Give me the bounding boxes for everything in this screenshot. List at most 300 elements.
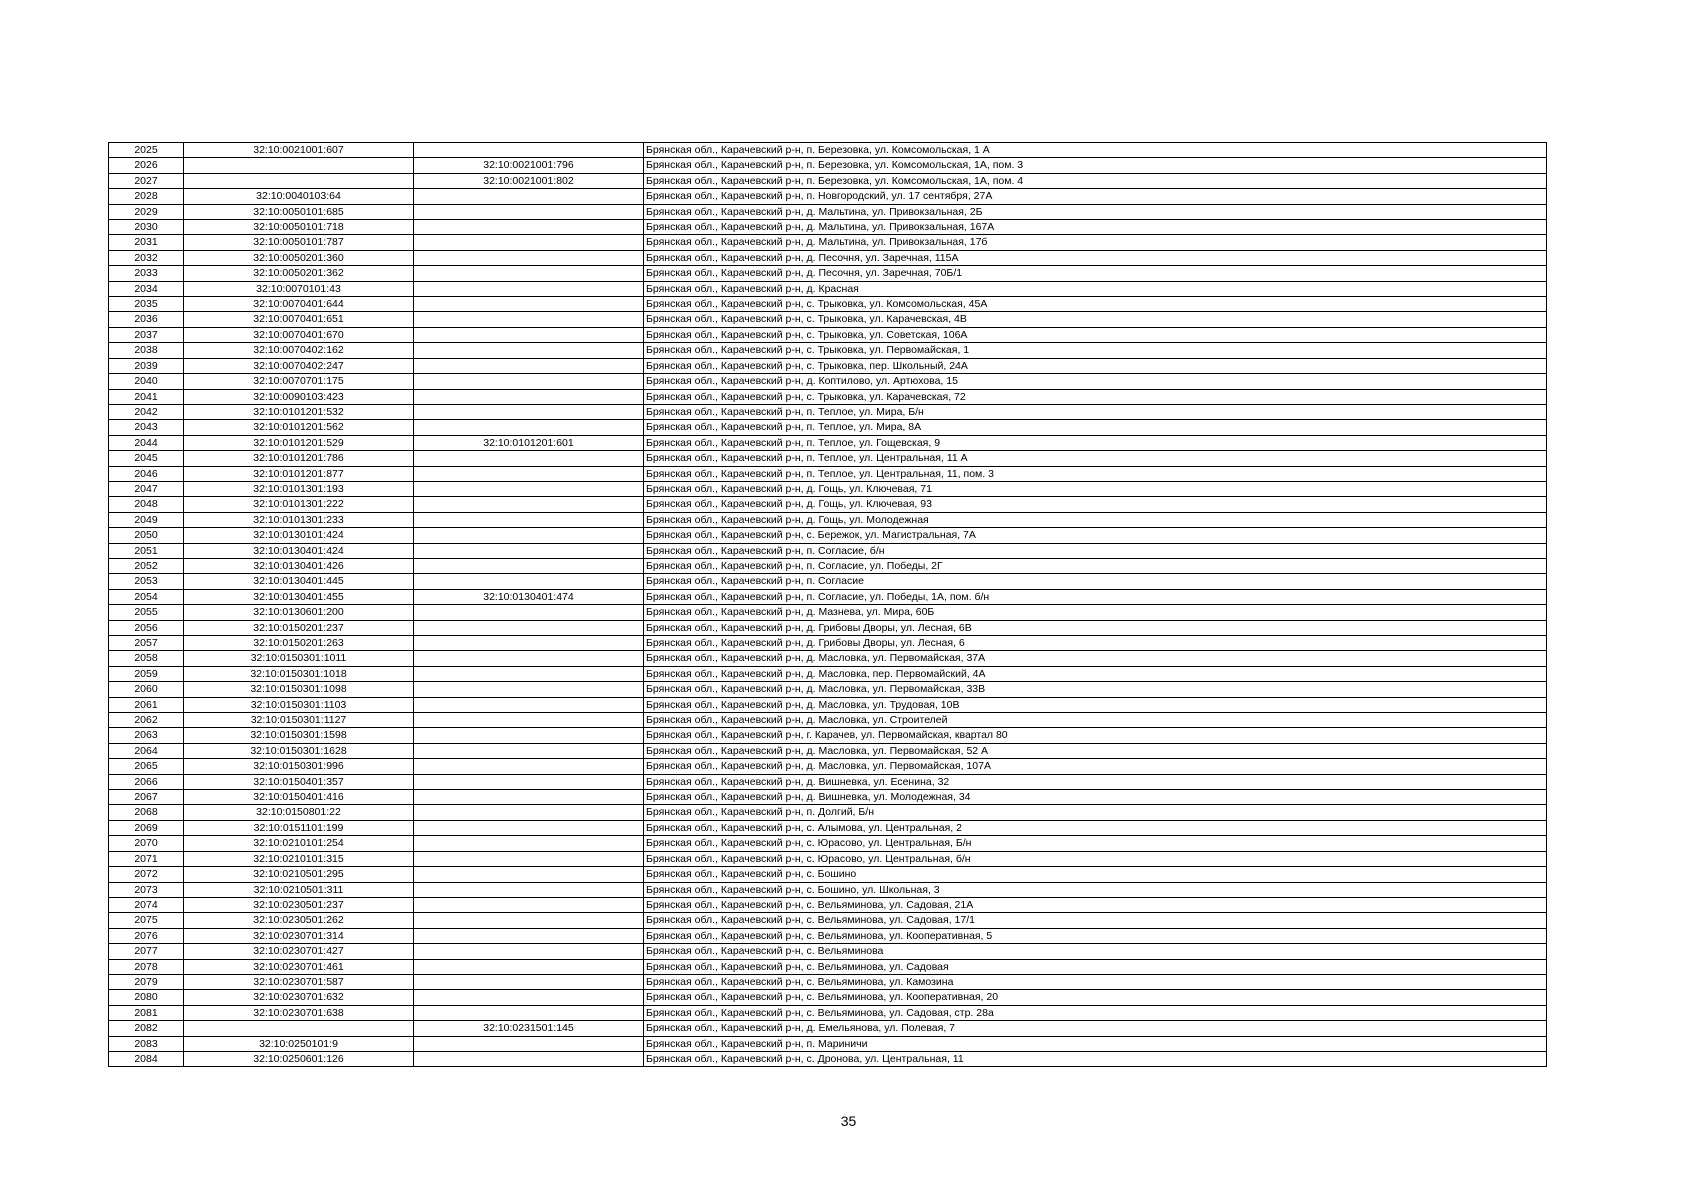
object-cadastral-number-cell [414,389,644,404]
object-cadastral-number-cell [414,805,644,820]
address-cell: Брянская обл., Карачевский р-н, с. Трыковка, ул. Комсомольская, 45А [644,297,1547,312]
plot-cadastral-number-cell: 32:10:0150301:1103 [184,697,414,712]
row-number-cell: 2080 [109,990,184,1005]
object-cadastral-number-cell: 32:10:0021001:802 [414,173,644,188]
address-cell: Брянская обл., Карачевский р-н, п. Мариничи [644,1036,1547,1051]
table-row [109,281,1547,296]
plot-cadastral-number-cell: 32:10:0150401:416 [184,790,414,805]
object-cadastral-number-cell [414,697,644,712]
row-number-cell: 2037 [109,327,184,342]
plot-cadastral-number-cell: 32:10:0070402:247 [184,358,414,373]
plot-cadastral-number-cell: 32:10:0070401:644 [184,297,414,312]
row-number-cell: 2044 [109,435,184,450]
plot-cadastral-number-cell: 32:10:0150301:1098 [184,682,414,697]
object-cadastral-number-cell [414,851,644,866]
plot-cadastral-number-cell: 32:10:0150301:1018 [184,666,414,681]
address-cell: Брянская обл., Карачевский р-н, с. Дронова, ул. Центральная, 11 [644,1051,1547,1066]
address-cell: Брянская обл., Карачевский р-н, д. Вишневка, ул. Есенина, 32 [644,774,1547,789]
row-number-cell: 2030 [109,220,184,235]
row-number-cell: 2062 [109,713,184,728]
row-number-cell: 2047 [109,481,184,496]
object-cadastral-number-cell [414,558,644,573]
row-number-cell: 2072 [109,867,184,882]
address-cell: Брянская обл., Карачевский р-н, с. Вельяминова, ул. Садовая, 17/1 [644,913,1547,928]
table-row [109,327,1547,342]
plot-cadastral-number-cell: 32:10:0101301:222 [184,497,414,512]
object-cadastral-number-cell [414,1005,644,1020]
row-number-cell: 2081 [109,1005,184,1020]
plot-cadastral-number-cell: 32:10:0101301:193 [184,481,414,496]
object-cadastral-number-cell [414,250,644,265]
table-row [109,389,1547,404]
table-row [109,1005,1547,1020]
row-number-cell: 2049 [109,512,184,527]
table-row [109,959,1547,974]
row-number-cell: 2036 [109,312,184,327]
table-row [109,435,1547,450]
row-number-cell: 2055 [109,605,184,620]
row-number-cell: 2025 [109,143,184,158]
address-cell: Брянская обл., Карачевский р-н, д. Мальтина, ул. Привокзальная, 17б [644,235,1547,250]
object-cadastral-number-cell [414,882,644,897]
object-cadastral-number-cell [414,281,644,296]
table-row [109,790,1547,805]
address-cell: Брянская обл., Карачевский р-н, п. Согласие, ул. Победы, 1А, пом. б/н [644,589,1547,604]
plot-cadastral-number-cell: 32:10:0150301:1011 [184,651,414,666]
object-cadastral-number-cell [414,605,644,620]
plot-cadastral-number-cell: 32:10:0050201:360 [184,250,414,265]
plot-cadastral-number-cell: 32:10:0050101:787 [184,235,414,250]
address-cell: Брянская обл., Карачевский р-н, п. Теплое, ул. Гощевская, 9 [644,435,1547,450]
address-cell: Брянская обл., Карачевский р-н, д. Коптилово, ул. Артюхова, 15 [644,374,1547,389]
object-cadastral-number-cell [414,204,644,219]
plot-cadastral-number-cell: 32:10:0150301:1598 [184,728,414,743]
row-number-cell: 2042 [109,404,184,419]
address-cell: Брянская обл., Карачевский р-н, с. Трыковка, пер. Школьный, 24А [644,358,1547,373]
plot-cadastral-number-cell [184,1021,414,1036]
plot-cadastral-number-cell: 32:10:0150301:996 [184,759,414,774]
plot-cadastral-number-cell: 32:10:0230701:461 [184,959,414,974]
plot-cadastral-number-cell: 32:10:0150301:1628 [184,743,414,758]
object-cadastral-number-cell [414,944,644,959]
table-row [109,636,1547,651]
row-number-cell: 2077 [109,944,184,959]
object-cadastral-number-cell: 32:10:0130401:474 [414,589,644,604]
table-row [109,867,1547,882]
table-row [109,266,1547,281]
table-row [109,620,1547,635]
object-cadastral-number-cell [414,620,644,635]
table-row [109,913,1547,928]
registry-table [108,142,1547,1067]
table-row [109,189,1547,204]
table-row [109,481,1547,496]
plot-cadastral-number-cell: 32:10:0230701:314 [184,928,414,943]
plot-cadastral-number-cell: 32:10:0150401:357 [184,774,414,789]
plot-cadastral-number-cell: 32:10:0130401:455 [184,589,414,604]
object-cadastral-number-cell: 32:10:0021001:796 [414,158,644,173]
address-cell: Брянская обл., Карачевский р-н, д. Красная [644,281,1547,296]
table-row [109,374,1547,389]
address-cell: Брянская обл., Карачевский р-н, с. Вельяминова, ул. Кооперативная, 5 [644,928,1547,943]
row-number-cell: 2052 [109,558,184,573]
object-cadastral-number-cell [414,220,644,235]
plot-cadastral-number-cell: 32:10:0130601:200 [184,605,414,620]
plot-cadastral-number-cell: 32:10:0210501:295 [184,867,414,882]
table-row [109,158,1547,173]
row-number-cell: 2039 [109,358,184,373]
plot-cadastral-number-cell: 32:10:0130401:426 [184,558,414,573]
object-cadastral-number-cell [414,913,644,928]
table-row [109,558,1547,573]
address-cell: Брянская обл., Карачевский р-н, д. Грибовы Дворы, ул. Лесная, 6В [644,620,1547,635]
plot-cadastral-number-cell [184,173,414,188]
row-number-cell: 2060 [109,682,184,697]
address-cell: Брянская обл., Карачевский р-н, с. Трыковка, ул. Карачевская, 4В [644,312,1547,327]
row-number-cell: 2056 [109,620,184,635]
address-cell: Брянская обл., Карачевский р-н, с. Бережок, ул. Магистральная, 7А [644,528,1547,543]
address-cell: Брянская обл., Карачевский р-н, д. Мальтина, ул. Привокзальная, 2Б [644,204,1547,219]
plot-cadastral-number-cell: 32:10:0150201:263 [184,636,414,651]
plot-cadastral-number-cell: 32:10:0230701:632 [184,990,414,1005]
object-cadastral-number-cell [414,451,644,466]
object-cadastral-number-cell [414,897,644,912]
table-row [109,682,1547,697]
plot-cadastral-number-cell: 32:10:0150801:22 [184,805,414,820]
table-row [109,497,1547,512]
object-cadastral-number-cell [414,651,644,666]
table-row [109,235,1547,250]
plot-cadastral-number-cell: 32:10:0230701:638 [184,1005,414,1020]
row-number-cell: 2045 [109,451,184,466]
table-row [109,528,1547,543]
table-row [109,805,1547,820]
table-row [109,512,1547,527]
address-cell: Брянская обл., Карачевский р-н, д. Масловка, ул. Трудовая, 10В [644,697,1547,712]
address-cell: Брянская обл., Карачевский р-н, д. Песочня, ул. Заречная, 70Б/1 [644,266,1547,281]
row-number-cell: 2075 [109,913,184,928]
address-cell: Брянская обл., Карачевский р-н, д. Мальтина, ул. Привокзальная, 167А [644,220,1547,235]
object-cadastral-number-cell [414,235,644,250]
object-cadastral-number-cell [414,774,644,789]
plot-cadastral-number-cell: 32:10:0070402:162 [184,343,414,358]
row-number-cell: 2059 [109,666,184,681]
table-row [109,574,1547,589]
plot-cadastral-number-cell: 32:10:0230501:237 [184,897,414,912]
table-row [109,466,1547,481]
table-row [109,851,1547,866]
row-number-cell: 2063 [109,728,184,743]
object-cadastral-number-cell [414,759,644,774]
plot-cadastral-number-cell: 32:10:0210501:311 [184,882,414,897]
address-cell: Брянская обл., Карачевский р-н, с. Вельяминова, ул. Садовая, стр. 28а [644,1005,1547,1020]
address-cell: Брянская обл., Карачевский р-н, с. Вельяминова [644,944,1547,959]
object-cadastral-number-cell [414,374,644,389]
plot-cadastral-number-cell: 32:10:0101201:877 [184,466,414,481]
row-number-cell: 2076 [109,928,184,943]
table-row [109,220,1547,235]
address-cell: Брянская обл., Карачевский р-н, д. Масловка, ул. Строителей [644,713,1547,728]
row-number-cell: 2057 [109,636,184,651]
plot-cadastral-number-cell: 32:10:0050201:362 [184,266,414,281]
plot-cadastral-number-cell: 32:10:0050101:685 [184,204,414,219]
table-row [109,1021,1547,1036]
object-cadastral-number-cell [414,682,644,697]
table-row [109,358,1547,373]
object-cadastral-number-cell [414,358,644,373]
plot-cadastral-number-cell: 32:10:0151101:199 [184,820,414,835]
plot-cadastral-number-cell: 32:10:0130101:424 [184,528,414,543]
plot-cadastral-number-cell: 32:10:0070401:670 [184,327,414,342]
plot-cadastral-number-cell: 32:10:0040103:64 [184,189,414,204]
row-number-cell: 2048 [109,497,184,512]
table-row [109,605,1547,620]
row-number-cell: 2066 [109,774,184,789]
table-row [109,404,1547,419]
row-number-cell: 2058 [109,651,184,666]
registry-table-body [109,143,1547,1067]
table-row [109,990,1547,1005]
table-row [109,297,1547,312]
object-cadastral-number-cell [414,327,644,342]
row-number-cell: 2035 [109,297,184,312]
address-cell: Брянская обл., Карачевский р-н, с. Вельяминова, ул. Камозина [644,974,1547,989]
address-cell: Брянская обл., Карачевский р-н, с. Бошино [644,867,1547,882]
row-number-cell: 2067 [109,790,184,805]
object-cadastral-number-cell [414,728,644,743]
table-row [109,1036,1547,1051]
plot-cadastral-number-cell: 32:10:0150201:237 [184,620,414,635]
row-number-cell: 2027 [109,173,184,188]
address-cell: Брянская обл., Карачевский р-н, д. Гощь, ул. Ключевая, 71 [644,481,1547,496]
address-cell: Брянская обл., Карачевский р-н, д. Масловка, ул. Первомайская, 37А [644,651,1547,666]
object-cadastral-number-cell [414,959,644,974]
address-cell: Брянская обл., Карачевский р-н, с. Вельяминова, ул. Садовая [644,959,1547,974]
table-row [109,543,1547,558]
address-cell: Брянская обл., Карачевский р-н, с. Вельяминова, ул. Кооперативная, 20 [644,990,1547,1005]
address-cell: Брянская обл., Карачевский р-н, д. Масловка, пер. Первомайский, 4А [644,666,1547,681]
row-number-cell: 2078 [109,959,184,974]
plot-cadastral-number-cell: 32:10:0101201:562 [184,420,414,435]
table-row [109,836,1547,851]
address-cell: Брянская обл., Карачевский р-н, п. Березовка, ул. Комсомольская, 1А, пом. 4 [644,173,1547,188]
plot-cadastral-number-cell: 32:10:0230701:427 [184,944,414,959]
object-cadastral-number-cell [414,189,644,204]
address-cell: Брянская обл., Карачевский р-н, д. Песочня, ул. Заречная, 115А [644,250,1547,265]
table-row [109,774,1547,789]
row-number-cell: 2065 [109,759,184,774]
row-number-cell: 2029 [109,204,184,219]
table-row [109,728,1547,743]
object-cadastral-number-cell [414,512,644,527]
object-cadastral-number-cell [414,743,644,758]
table-row [109,666,1547,681]
table-row [109,420,1547,435]
object-cadastral-number-cell [414,636,644,651]
row-number-cell: 2064 [109,743,184,758]
table-row [109,713,1547,728]
object-cadastral-number-cell [414,836,644,851]
table-row [109,204,1547,219]
address-cell: Брянская обл., Карачевский р-н, д. Мазнева, ул. Мира, 60Б [644,605,1547,620]
object-cadastral-number-cell [414,1036,644,1051]
plot-cadastral-number-cell: 32:10:0090103:423 [184,389,414,404]
table-row [109,1051,1547,1066]
plot-cadastral-number-cell: 32:10:0230701:587 [184,974,414,989]
plot-cadastral-number-cell [184,158,414,173]
plot-cadastral-number-cell: 32:10:0070101:43 [184,281,414,296]
row-number-cell: 2084 [109,1051,184,1066]
table-row [109,343,1547,358]
object-cadastral-number-cell [414,404,644,419]
object-cadastral-number-cell [414,867,644,882]
address-cell: Брянская обл., Карачевский р-н, с. Юрасово, ул. Центральная, б/н [644,851,1547,866]
address-cell: Брянская обл., Карачевский р-н, д. Масловка, ул. Первомайская, 33В [644,682,1547,697]
plot-cadastral-number-cell: 32:10:0130401:445 [184,574,414,589]
row-number-cell: 2050 [109,528,184,543]
address-cell: Брянская обл., Карачевский р-н, п. Березовка, ул. Комсомольская, 1А, пом. 3 [644,158,1547,173]
plot-cadastral-number-cell: 32:10:0250101:9 [184,1036,414,1051]
plot-cadastral-number-cell: 32:10:0210101:315 [184,851,414,866]
address-cell: Брянская обл., Карачевский р-н, п. Согласие, ул. Победы, 2Г [644,558,1547,573]
row-number-cell: 2054 [109,589,184,604]
object-cadastral-number-cell [414,343,644,358]
object-cadastral-number-cell [414,974,644,989]
address-cell: Брянская обл., Карачевский р-н, с. Юрасово, ул. Центральная, Б/н [644,836,1547,851]
object-cadastral-number-cell: 32:10:0101201:601 [414,435,644,450]
row-number-cell: 2051 [109,543,184,558]
address-cell: Брянская обл., Карачевский р-н, п. Теплое, ул. Мира, 8А [644,420,1547,435]
row-number-cell: 2074 [109,897,184,912]
row-number-cell: 2034 [109,281,184,296]
plot-cadastral-number-cell: 32:10:0210101:254 [184,836,414,851]
address-cell: Брянская обл., Карачевский р-н, с. Трыковка, ул. Советская, 106А [644,327,1547,342]
row-number-cell: 2053 [109,574,184,589]
address-cell: Брянская обл., Карачевский р-н, д. Грибовы Дворы, ул. Лесная, 6 [644,636,1547,651]
object-cadastral-number-cell [414,420,644,435]
address-cell: Брянская обл., Карачевский р-н, с. Трыковка, ул. Первомайская, 1 [644,343,1547,358]
object-cadastral-number-cell [414,312,644,327]
plot-cadastral-number-cell: 32:10:0150301:1127 [184,713,414,728]
object-cadastral-number-cell [414,666,644,681]
row-number-cell: 2033 [109,266,184,281]
table-row [109,589,1547,604]
address-cell: Брянская обл., Карачевский р-н, г. Карачев, ул. Первомайская, квартал 80 [644,728,1547,743]
table-row [109,743,1547,758]
address-cell: Брянская обл., Карачевский р-н, п. Согласие [644,574,1547,589]
address-cell: Брянская обл., Карачевский р-н, с. Бошино, ул. Школьная, 3 [644,882,1547,897]
object-cadastral-number-cell [414,481,644,496]
plot-cadastral-number-cell: 32:10:0021001:607 [184,143,414,158]
row-number-cell: 2031 [109,235,184,250]
row-number-cell: 2061 [109,697,184,712]
plot-cadastral-number-cell: 32:10:0101201:532 [184,404,414,419]
address-cell: Брянская обл., Карачевский р-н, п. Теплое, ул. Центральная, 11 А [644,451,1547,466]
table-row [109,250,1547,265]
page-number: 35 [840,1113,857,1129]
object-cadastral-number-cell [414,713,644,728]
object-cadastral-number-cell [414,297,644,312]
table-row [109,944,1547,959]
row-number-cell: 2071 [109,851,184,866]
object-cadastral-number-cell [414,928,644,943]
table-row [109,974,1547,989]
plot-cadastral-number-cell: 32:10:0101301:233 [184,512,414,527]
address-cell: Брянская обл., Карачевский р-н, п. Березовка, ул. Комсомольская, 1 А [644,143,1547,158]
address-cell: Брянская обл., Карачевский р-н, д. Масловка, ул. Первомайская, 52 А [644,743,1547,758]
object-cadastral-number-cell [414,528,644,543]
object-cadastral-number-cell [414,543,644,558]
row-number-cell: 2043 [109,420,184,435]
plot-cadastral-number-cell: 32:10:0101201:786 [184,451,414,466]
address-cell: Брянская обл., Карачевский р-н, д. Вишневка, ул. Молодежная, 34 [644,790,1547,805]
object-cadastral-number-cell [414,497,644,512]
row-number-cell: 2038 [109,343,184,358]
table-row [109,173,1547,188]
row-number-cell: 2083 [109,1036,184,1051]
row-number-cell: 2026 [109,158,184,173]
table-row [109,697,1547,712]
table-row [109,451,1547,466]
object-cadastral-number-cell [414,790,644,805]
row-number-cell: 2069 [109,820,184,835]
address-cell: Брянская обл., Карачевский р-н, д. Гощь, ул. Ключевая, 93 [644,497,1547,512]
row-number-cell: 2040 [109,374,184,389]
address-cell: Брянская обл., Карачевский р-н, с. Алымова, ул. Центральная, 2 [644,820,1547,835]
plot-cadastral-number-cell: 32:10:0070401:651 [184,312,414,327]
row-number-cell: 2068 [109,805,184,820]
address-cell: Брянская обл., Карачевский р-н, д. Гощь, ул. Молодежная [644,512,1547,527]
table-row [109,312,1547,327]
table-row [109,759,1547,774]
table-row [109,897,1547,912]
plot-cadastral-number-cell: 32:10:0130401:424 [184,543,414,558]
object-cadastral-number-cell [414,820,644,835]
plot-cadastral-number-cell: 32:10:0050101:718 [184,220,414,235]
object-cadastral-number-cell [414,574,644,589]
object-cadastral-number-cell [414,1051,644,1066]
row-number-cell: 2041 [109,389,184,404]
table-row [109,651,1547,666]
row-number-cell: 2079 [109,974,184,989]
address-cell: Брянская обл., Карачевский р-н, п. Новгородский, ул. 17 сентября, 27А [644,189,1547,204]
plot-cadastral-number-cell: 32:10:0070701:175 [184,374,414,389]
table-row [109,143,1547,158]
object-cadastral-number-cell: 32:10:0231501:145 [414,1021,644,1036]
object-cadastral-number-cell [414,466,644,481]
row-number-cell: 2032 [109,250,184,265]
table-row [109,820,1547,835]
address-cell: Брянская обл., Карачевский р-н, с. Вельяминова, ул. Садовая, 21А [644,897,1547,912]
object-cadastral-number-cell [414,990,644,1005]
address-cell: Брянская обл., Карачевский р-н, п. Долгий, Б/н [644,805,1547,820]
address-cell: Брянская обл., Карачевский р-н, п. Согласие, б/н [644,543,1547,558]
row-number-cell: 2070 [109,836,184,851]
address-cell: Брянская обл., Карачевский р-н, п. Теплое, ул. Мира, Б/н [644,404,1547,419]
row-number-cell: 2028 [109,189,184,204]
address-cell: Брянская обл., Карачевский р-н, п. Теплое, ул. Центральная, 11, пом. 3 [644,466,1547,481]
row-number-cell: 2073 [109,882,184,897]
plot-cadastral-number-cell: 32:10:0230501:262 [184,913,414,928]
address-cell: Брянская обл., Карачевский р-н, с. Трыковка, ул. Карачевская, 72 [644,389,1547,404]
plot-cadastral-number-cell: 32:10:0250601:126 [184,1051,414,1066]
plot-cadastral-number-cell: 32:10:0101201:529 [184,435,414,450]
table-row [109,882,1547,897]
row-number-cell: 2082 [109,1021,184,1036]
object-cadastral-number-cell [414,143,644,158]
address-cell: Брянская обл., Карачевский р-н, д. Масловка, ул. Первомайская, 107А [644,759,1547,774]
row-number-cell: 2046 [109,466,184,481]
